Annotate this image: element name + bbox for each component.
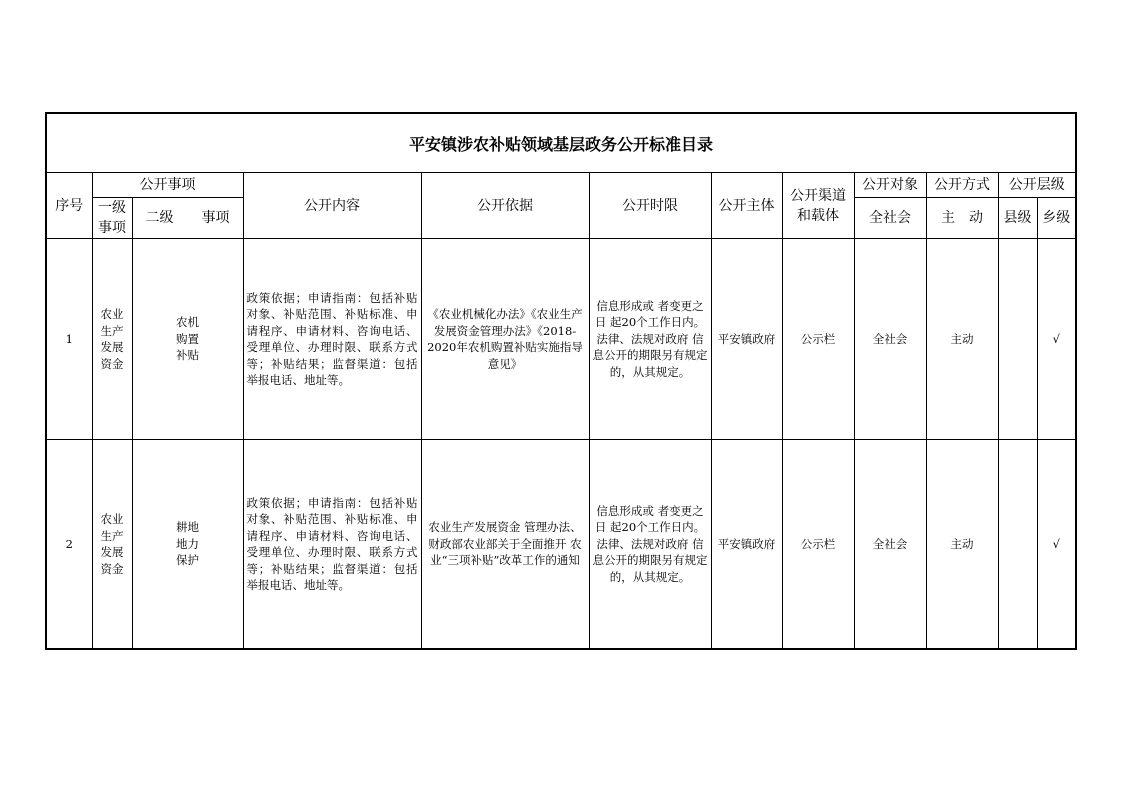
header-county: 县级 [998, 198, 1037, 239]
row-seq: 1 [46, 239, 92, 440]
row-content: 政策依据；申请指南：包括补贴对象、补贴范围、补贴标准、申请程序、申请材料、咨询电话、受理单位、办理时限、联系方式等；补贴结果；监督渠道：包括举报电话、地址等。 [243, 440, 421, 650]
header-township: 乡级 [1037, 198, 1076, 239]
row-level1: 农业 生产 发展 资金 [92, 239, 132, 440]
row-township-check: √ [1037, 239, 1076, 440]
policy-catalog-sheet [45, 112, 1075, 650]
header-level2: 二级 事项 [132, 198, 243, 239]
row-county [998, 440, 1037, 650]
header-time-limit: 公开时限 [589, 173, 711, 239]
row-channel: 公示栏 [782, 239, 854, 440]
title-row [46, 113, 1076, 173]
header-item-group: 公开事项 [92, 173, 243, 198]
header-level-group: 公开层级 [998, 173, 1076, 198]
header-content: 公开内容 [243, 173, 421, 239]
table-row [46, 239, 1076, 440]
header-target-group: 公开对象 [854, 173, 926, 198]
header-channel: 公开渠道 和载体 [782, 173, 854, 239]
header-subject: 公开主体 [711, 173, 782, 239]
row-level2: 耕地 地力 保护 [132, 440, 243, 650]
row-township-check: √ [1037, 440, 1076, 650]
row-subject: 平安镇政府 [711, 239, 782, 440]
row-county [998, 239, 1037, 440]
header-seq: 序号 [46, 173, 92, 239]
row-target: 全社会 [854, 440, 926, 650]
row-level1: 农业 生产 发展 资金 [92, 440, 132, 650]
header-level1: 一级 事项 [92, 198, 132, 239]
header-method-sub: 主 动 [926, 198, 998, 239]
row-target: 全社会 [854, 239, 926, 440]
row-basis: 农业生产发展资金 管理办法、财政部农业部关于全面推开 农业“三项补贴”改革工作的通知 [421, 440, 589, 650]
row-method: 主动 [926, 239, 998, 440]
row-level2: 农机 购置 补贴 [132, 239, 243, 440]
row-subject: 平安镇政府 [711, 440, 782, 650]
header-basis: 公开依据 [421, 173, 589, 239]
header-target-sub: 全社会 [854, 198, 926, 239]
row-time-limit: 信息形成或 者变更之日 起20个工作日内。法律、法规对政府 信息公开的期限另有规定的，从其规定。 [589, 440, 711, 650]
catalog-table [45, 112, 1077, 650]
row-time-limit: 信息形成或 者变更之日 起20个工作日内。法律、法规对政府 信息公开的期限另有规定的，从其规定。 [589, 239, 711, 440]
row-method: 主动 [926, 440, 998, 650]
table-row [46, 440, 1076, 650]
row-basis: 《农业机械化办法》《农业生产发展资金管理办法》《2018-2020年农机购置补贴实施指导意见》 [421, 239, 589, 440]
row-seq: 2 [46, 440, 92, 650]
header-row-1 [46, 173, 1076, 198]
table-title: 平安镇涉农补贴领域基层政务公开标准目录 [46, 113, 1076, 173]
row-channel: 公示栏 [782, 440, 854, 650]
row-content: 政策依据；申请指南：包括补贴对象、补贴范围、补贴标准、申请程序、申请材料、咨询电话、受理单位、办理时限、联系方式等；补贴结果；监督渠道：包括举报电话、地址等。 [243, 239, 421, 440]
header-method-group: 公开方式 [926, 173, 998, 198]
